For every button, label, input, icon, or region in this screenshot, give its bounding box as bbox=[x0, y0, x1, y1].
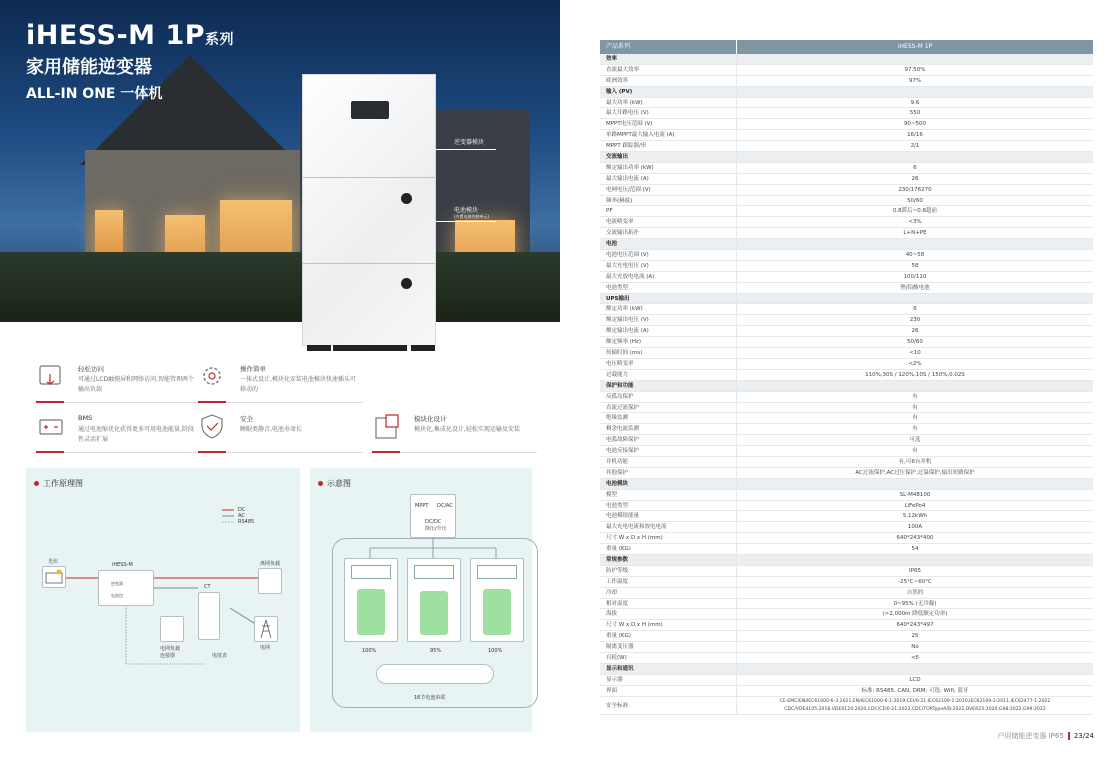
spec-row bbox=[600, 185, 1093, 196]
spec-key: 过载能力 bbox=[600, 370, 737, 380]
spec-key: 额定输出电流 (A) bbox=[600, 326, 737, 336]
spec-row bbox=[600, 566, 1093, 577]
feature-desc: 一体式设计,模块化安装电池模块快速插头可移动的 bbox=[240, 376, 356, 393]
spec-row bbox=[600, 337, 1093, 348]
working-diagram-panel bbox=[26, 468, 300, 732]
spec-key: 电池模组能量 bbox=[600, 511, 737, 521]
spec-key: 显示和通讯 bbox=[600, 664, 737, 674]
spec-row bbox=[600, 174, 1093, 185]
spec-value: 有,可6台并机 bbox=[898, 458, 932, 465]
spec-key: 交流输出 bbox=[600, 152, 737, 162]
spec-key: 剩余电流监测 bbox=[600, 424, 737, 434]
spec-value: 26 bbox=[911, 175, 919, 182]
spec-key: 安全标准 bbox=[600, 697, 737, 714]
battery-indicator bbox=[401, 278, 412, 289]
spec-row bbox=[600, 631, 1093, 642]
feature-divider bbox=[198, 452, 363, 453]
lcd-display bbox=[351, 101, 389, 119]
working-diagram-lines bbox=[26, 468, 300, 732]
feature-title: 安全 bbox=[240, 415, 253, 423]
footer-text: 户用储能逆变器 IP65 bbox=[997, 732, 1064, 740]
spec-row bbox=[600, 217, 1093, 228]
spec-row bbox=[600, 501, 1093, 512]
spec-value bbox=[737, 294, 1093, 304]
spec-key: 电流畸变率 bbox=[600, 217, 737, 227]
spec-value: 可选 bbox=[909, 437, 921, 444]
spec-key: 电池 bbox=[600, 239, 737, 249]
spec-value bbox=[737, 479, 1093, 489]
spec-value: CE-EMC/EN/IEC61000-6-3:2021,EN/IEC61000-6-1:2019;CEI/0-21;IEC62109-1:2010,IEC62109-2:2011,IEC62477-1:2022 CDC/VDE4105:2018,VDE0124:2020,CDC/CEI0-21:2022,CDC/TORTypeA/B:2022,DVER25:2020,G98:2022,G99:2022 bbox=[779, 698, 1051, 712]
spec-value: 0.8滞后~0.8超前 bbox=[892, 208, 938, 215]
spec-key: 电池模块 bbox=[600, 479, 737, 489]
spec-key: 最大充电电流和放电电流 bbox=[600, 522, 737, 532]
spec-key: 最大充电电压 (V) bbox=[600, 261, 737, 271]
spec-key: 额定频率 (Hz) bbox=[600, 337, 737, 347]
module-divider bbox=[303, 177, 435, 178]
spec-row bbox=[600, 250, 1093, 261]
battery-percent: 95% bbox=[430, 648, 442, 654]
spec-value: <3% bbox=[908, 219, 922, 226]
spec-section-row bbox=[600, 239, 1093, 250]
battery-icon bbox=[36, 412, 66, 442]
spec-key: 其他保护 bbox=[600, 468, 737, 478]
spec-section-row bbox=[600, 555, 1093, 566]
spec-key: 传输时间 (ms) bbox=[600, 348, 737, 358]
feature-divider bbox=[372, 452, 537, 453]
spec-value: LiFePo4 bbox=[904, 502, 926, 509]
spec-key: 电池反接保护 bbox=[600, 446, 737, 456]
spec-row bbox=[600, 435, 1093, 446]
device-part: 逆变器 bbox=[111, 581, 123, 586]
spec-row bbox=[600, 544, 1093, 555]
spec-value bbox=[737, 239, 1093, 249]
spec-value: 16/16 bbox=[907, 132, 923, 139]
label-inverter: 逆变器模块 bbox=[454, 139, 485, 146]
hero-image bbox=[0, 0, 560, 322]
spec-row bbox=[600, 686, 1093, 697]
legend-rs485: RS485 bbox=[238, 519, 255, 525]
spec-value: AC过流保护,AC过压保护,过温保护,输出短路保护 bbox=[855, 469, 975, 476]
spec-value: 25 bbox=[911, 633, 919, 640]
spec-value: 640*243*400 bbox=[896, 535, 934, 542]
spec-value: IP65 bbox=[909, 567, 921, 574]
spec-value: No bbox=[911, 644, 919, 651]
foot bbox=[411, 345, 435, 351]
gear-icon bbox=[198, 362, 228, 392]
spec-value bbox=[737, 664, 1093, 674]
spec-key: 海拔 bbox=[600, 609, 737, 619]
spec-key: 额定功率 (kW) bbox=[600, 304, 737, 314]
spec-section-row bbox=[600, 294, 1093, 305]
grid-tower bbox=[254, 616, 278, 642]
label-battery: 电池模块 bbox=[454, 207, 479, 214]
spec-row bbox=[600, 283, 1093, 294]
spec-value: 2/1 bbox=[910, 143, 920, 150]
spec-row bbox=[600, 163, 1093, 174]
spec-section-row bbox=[600, 152, 1093, 163]
battery-module bbox=[344, 558, 398, 642]
spec-key: 最大开路电压 (V) bbox=[600, 108, 737, 118]
product-image bbox=[302, 74, 436, 346]
spec-key: MPPT电压范围 (V) bbox=[600, 119, 737, 129]
spec-value: 58 bbox=[911, 262, 919, 269]
spec-key: 模型 bbox=[600, 490, 737, 500]
spec-key: 防护等级 bbox=[600, 566, 737, 576]
spec-row bbox=[600, 620, 1093, 631]
spec-row bbox=[600, 141, 1093, 152]
grid-load-label: 电网负载 连接器 bbox=[160, 646, 181, 659]
spec-key: 尺寸 W x D x H (mm) bbox=[600, 533, 737, 543]
spec-value bbox=[737, 87, 1093, 97]
spec-key: 电网电压/范围 (V) bbox=[600, 185, 737, 195]
spec-row bbox=[600, 76, 1093, 87]
spec-value: 230/176270 bbox=[898, 186, 932, 193]
backup-load bbox=[258, 568, 282, 594]
spec-key: 电压畸变率 bbox=[600, 359, 737, 369]
spec-value: <2% bbox=[908, 360, 922, 367]
spec-key: 电池类型 bbox=[600, 501, 737, 511]
spec-row bbox=[600, 522, 1093, 533]
spec-value bbox=[737, 152, 1093, 162]
spec-section-row bbox=[600, 381, 1093, 392]
spec-value: 有 bbox=[912, 426, 918, 433]
spec-key: 尺寸 W x D x H (mm) bbox=[600, 620, 737, 630]
spec-value: 标准: RS485, CAN, DRM; 可选: Wifi, 蓝牙 bbox=[861, 687, 969, 694]
spec-row bbox=[600, 196, 1093, 207]
spec-key: 显示器 bbox=[600, 675, 737, 685]
spec-value: 0~95% (无冷凝) bbox=[893, 600, 937, 607]
feature-title: 模块化设计 bbox=[414, 415, 447, 423]
spec-key: 频率(赫兹) bbox=[600, 196, 737, 206]
spec-key: 保护和功能 bbox=[600, 381, 737, 391]
module-divider bbox=[303, 263, 435, 264]
spec-key: 电池类型 bbox=[600, 283, 737, 293]
battery-series-label: 16节电池串联 bbox=[414, 695, 446, 701]
dcac-label: DC/AC bbox=[437, 503, 453, 509]
spec-value: 自然的 bbox=[906, 589, 924, 596]
feature-desc: 睡眠类静音,电池寿命长 bbox=[240, 426, 302, 433]
touch-icon bbox=[36, 362, 66, 392]
spec-value bbox=[737, 54, 1093, 64]
spec-value: 50/60 bbox=[907, 339, 923, 346]
model-name: iHESS-M 1P bbox=[26, 20, 206, 51]
schematic-panel bbox=[310, 468, 532, 732]
spec-key: 常规参数 bbox=[600, 555, 737, 565]
spec-row bbox=[600, 348, 1093, 359]
spec-table bbox=[600, 40, 1093, 715]
spec-row bbox=[600, 119, 1093, 130]
spec-key: PF bbox=[600, 206, 737, 216]
spec-key: 欧洲效率 bbox=[600, 76, 737, 86]
spec-row bbox=[600, 490, 1093, 501]
tagline: ALL-IN ONE 一体机 bbox=[26, 86, 163, 102]
schematic-title: 示意图 bbox=[318, 478, 351, 489]
spec-value: 110%,30S / 120%,10S / 150%,0.02S bbox=[865, 371, 965, 378]
label-battery-sub: (内置电源控制单元) bbox=[454, 214, 490, 219]
spec-value: 97.50% bbox=[904, 66, 926, 73]
pv-label: 光伏 bbox=[48, 559, 59, 565]
spec-value: 90~500 bbox=[903, 121, 927, 128]
spec-row bbox=[600, 206, 1093, 217]
spec-key: MPPT 跟踪器/串 bbox=[600, 141, 737, 151]
spec-row bbox=[600, 424, 1093, 435]
spec-key: 界面 bbox=[600, 686, 737, 696]
spec-row bbox=[600, 228, 1093, 239]
page-number: 23/24 bbox=[1073, 732, 1094, 740]
spec-value: 100A bbox=[907, 524, 923, 531]
ct-label: CT bbox=[204, 584, 211, 590]
spec-row bbox=[600, 533, 1093, 544]
ct-meter bbox=[198, 592, 220, 640]
spec-row bbox=[600, 403, 1093, 414]
battery-module bbox=[407, 558, 461, 642]
spec-row bbox=[600, 609, 1093, 620]
foot bbox=[307, 345, 331, 351]
spec-key: 单路MPPT最大输入电流 (A) bbox=[600, 130, 737, 140]
spec-key: 最大充放电电流 (A) bbox=[600, 272, 737, 282]
spec-row bbox=[600, 326, 1093, 337]
spec-value: 100/110 bbox=[903, 273, 927, 280]
feature-desc: 通过电池缩优化获得更多可用电池能量,阶段性灵活扩展 bbox=[78, 426, 194, 443]
spec-row bbox=[600, 599, 1093, 610]
spec-key: 冷却 bbox=[600, 588, 737, 598]
feature-divider bbox=[198, 402, 363, 403]
subtitle: 家用储能逆变器 bbox=[26, 57, 152, 78]
spec-row bbox=[600, 511, 1093, 522]
spec-row bbox=[600, 304, 1093, 315]
spec-value: 26 bbox=[911, 328, 919, 335]
spec-key: 并机功能 bbox=[600, 457, 737, 467]
hero-title bbox=[26, 20, 234, 103]
spec-key: 重量 (KG) bbox=[600, 631, 737, 641]
spec-key: 相对湿度 bbox=[600, 599, 737, 609]
working-diagram-title: 工作原理图 bbox=[34, 478, 83, 489]
spec-key: 自耗(W) bbox=[600, 653, 737, 663]
spec-row bbox=[600, 315, 1093, 326]
ground bbox=[0, 252, 560, 322]
spec-key: 直流过流保护 bbox=[600, 403, 737, 413]
spec-section-row bbox=[600, 664, 1093, 675]
spec-row bbox=[600, 675, 1093, 686]
spec-value: 550 bbox=[909, 110, 921, 117]
spec-value: LCD bbox=[909, 676, 921, 683]
spec-key: 交流输出拓扑 bbox=[600, 228, 737, 238]
grid-load bbox=[160, 616, 184, 642]
feature-divider bbox=[36, 402, 201, 403]
spec-row bbox=[600, 457, 1093, 468]
spec-key: 输入 (PV) bbox=[600, 87, 737, 97]
spec-row bbox=[600, 392, 1093, 403]
spec-value: 有 bbox=[912, 448, 918, 455]
spec-value bbox=[737, 555, 1093, 565]
spec-value: 97% bbox=[908, 77, 922, 84]
meter-label: 电度表 bbox=[212, 653, 228, 659]
spec-section-row bbox=[600, 54, 1093, 65]
spec-key: 额定输出功率 (kW) bbox=[600, 163, 737, 173]
spec-row bbox=[600, 359, 1093, 370]
spec-value: <5 bbox=[910, 654, 920, 661]
battery-indicator bbox=[401, 193, 412, 204]
spec-key: 直流最大效率 bbox=[600, 65, 737, 75]
spec-value: SL-M48100 bbox=[899, 491, 931, 498]
spec-row bbox=[600, 577, 1093, 588]
feature-desc: 可通过LCD触摸屏和网络访问,智能管理两个输出负载 bbox=[78, 376, 195, 393]
spec-key: UPS输出 bbox=[600, 294, 737, 304]
spec-value: <10 bbox=[909, 350, 921, 357]
spec-key: 隔离变压器 bbox=[600, 642, 737, 652]
spec-key: 重量 (KG) bbox=[600, 544, 737, 554]
spec-value: 锂/铅酸电池 bbox=[900, 284, 930, 291]
series-label: 系列 bbox=[205, 32, 235, 48]
device-box bbox=[98, 570, 154, 606]
feature-title: 轻松访问 bbox=[78, 365, 104, 373]
spec-value bbox=[737, 381, 1093, 391]
feature-desc: 模块化,集成化设计,轻松实现运输及安装 bbox=[414, 426, 520, 433]
spec-header bbox=[600, 40, 1093, 54]
spec-row bbox=[600, 261, 1093, 272]
spec-value: (>2,000m 降低额定功率) bbox=[882, 611, 948, 618]
feature-title: 操作简单 bbox=[240, 365, 266, 373]
spec-row bbox=[600, 272, 1093, 283]
spec-value: 5.12kWh bbox=[902, 513, 928, 520]
page-footer bbox=[997, 731, 1094, 741]
spec-value: 50/60 bbox=[907, 197, 923, 204]
spec-row bbox=[600, 98, 1093, 109]
spec-key: 反孤岛保护 bbox=[600, 392, 737, 402]
grid-label: 电网 bbox=[260, 645, 271, 651]
spec-value: 6 bbox=[913, 164, 917, 171]
spec-value: 640*243*497 bbox=[896, 622, 934, 629]
spec-key: 额定输出电压 (V) bbox=[600, 315, 737, 325]
spec-row bbox=[600, 446, 1093, 457]
spec-value: 有 bbox=[912, 415, 918, 422]
spec-key: 电池电压范围 (V) bbox=[600, 250, 737, 260]
feature-title: BMS bbox=[78, 414, 93, 422]
solar-panel bbox=[42, 566, 66, 588]
spec-section-row bbox=[600, 87, 1093, 98]
spec-key: 最大功率 (kW) bbox=[600, 98, 737, 108]
spec-row bbox=[600, 65, 1093, 76]
battery-percent: 100% bbox=[362, 648, 377, 654]
spec-key: 工作温度 bbox=[600, 577, 737, 587]
spec-row bbox=[600, 468, 1093, 479]
spec-value: -25°C~60°C bbox=[898, 578, 932, 585]
spec-value: 9.6 bbox=[910, 99, 920, 106]
spec-value: 有 bbox=[912, 404, 918, 411]
spec-row bbox=[600, 642, 1093, 653]
foot bbox=[333, 345, 407, 351]
mppt-label: MPPT bbox=[415, 503, 429, 509]
label-line bbox=[436, 149, 496, 150]
legend-dc: DC bbox=[238, 507, 246, 513]
spec-row bbox=[600, 130, 1093, 141]
spec-row bbox=[600, 108, 1093, 119]
spec-row bbox=[600, 697, 1093, 715]
spec-value: 40~58 bbox=[905, 252, 925, 259]
battery-module bbox=[470, 558, 524, 642]
spec-value: 有 bbox=[912, 393, 918, 400]
spec-header-model: iHESS-M 1P bbox=[897, 43, 933, 50]
spec-key: 效率 bbox=[600, 54, 737, 64]
spec-value: 230 bbox=[909, 317, 921, 324]
spec-header-label: 产品系列 bbox=[600, 40, 737, 54]
spec-value: 6 bbox=[913, 306, 917, 313]
spec-key: 电弧故障保护 bbox=[600, 435, 737, 445]
spec-row bbox=[600, 588, 1093, 599]
spec-row bbox=[600, 653, 1093, 664]
label-line bbox=[436, 221, 496, 222]
battery-percent: 100% bbox=[488, 648, 503, 654]
device-label: iHESS-M bbox=[112, 562, 133, 568]
dcdc-label: DC/DC 降压/升压 bbox=[425, 519, 447, 532]
battery-cell-string bbox=[376, 664, 494, 684]
device-part: 电池包 bbox=[111, 593, 123, 598]
backup-load-label: 离网负载 bbox=[260, 561, 281, 567]
shield-icon bbox=[198, 412, 228, 442]
legend-ac: AC bbox=[238, 513, 245, 519]
spec-value: 54 bbox=[911, 546, 919, 553]
feature-divider bbox=[36, 452, 201, 453]
spec-key: 最大输出电流 (A) bbox=[600, 174, 737, 184]
spec-value: L+N+PE bbox=[903, 230, 927, 237]
spec-row bbox=[600, 370, 1093, 381]
spec-section-row bbox=[600, 479, 1093, 490]
spec-key: 绝缘监测 bbox=[600, 413, 737, 423]
module-icon bbox=[372, 412, 402, 442]
spec-row bbox=[600, 413, 1093, 424]
